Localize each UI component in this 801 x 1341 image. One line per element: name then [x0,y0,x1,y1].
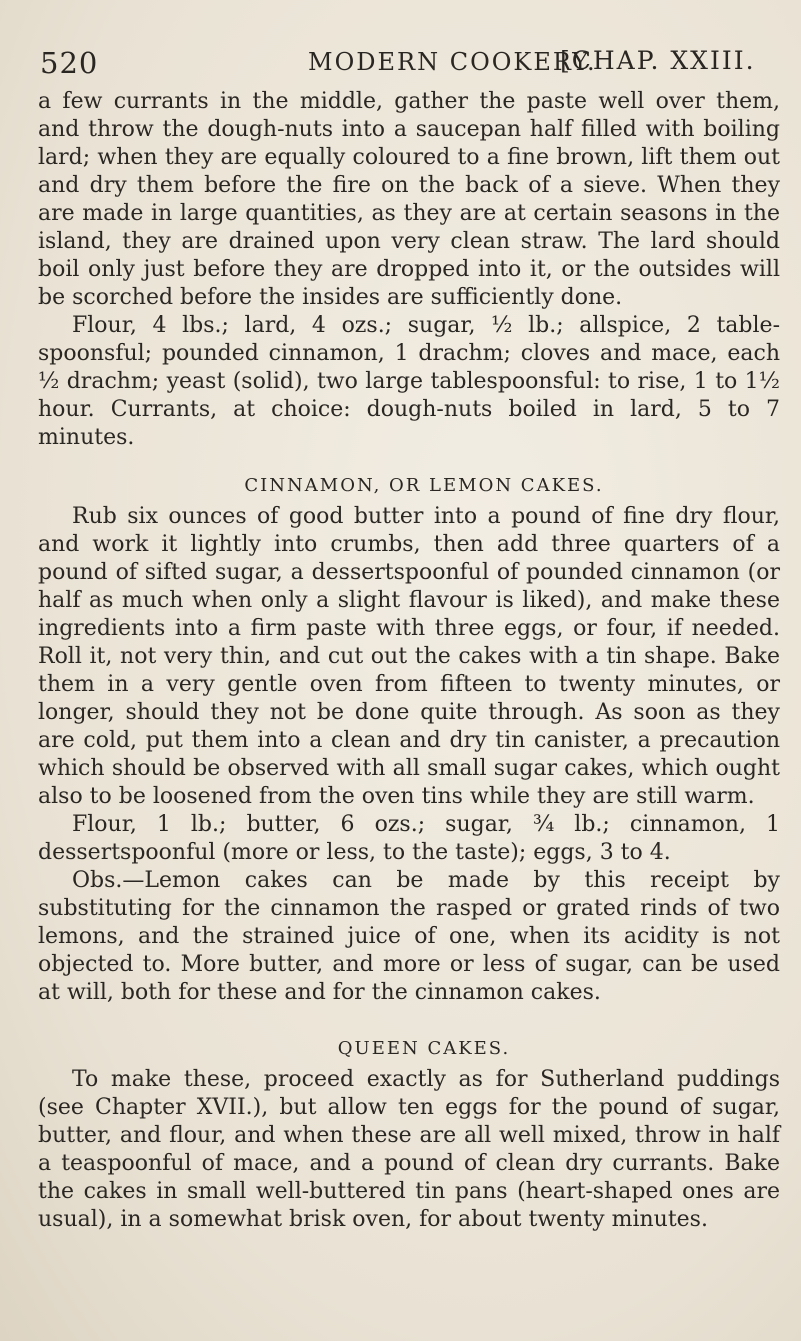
cinnamon-cakes-ingredients: Flour, 1 lb.; butter, 6 ozs.; sugar, ¾ lb.; cinnamon, 1 dessertspoonful (more or less, to the taste); eggs, 3 to 4. [38,812,780,865]
dough-nuts-ingredients: Flour, 4 lbs.; lard, 4 ozs.; sugar, ½ lb.; allspice, 2 table-spoonsful; pounded cinnamon, 1 drachm; cloves and mace, each ½ drachm; yeast (solid), two large tablespoonsful: to rise, 1 to 1½ hour. Currants, at choice: dough-nuts boiled in lard, 5 to 7 minutes. [38,313,780,450]
queen-cakes-heading: QUEEN CAKES. [337,1038,511,1059]
cinnamon-cakes-method: Rub six ounces of good butter into a pound of fine dry flour, and work it lightly into crumbs, then add three quarters of a pound of sifted sugar, a dessertspoonful of pounded cinnamon (or half as much when only a slight flavour is liked), and make these ingredients into a firm paste with three eggs, or four, if needed. Roll it, not very thin, and cut out the cakes with a tin shape. Bake them in a very gentle oven from fifteen to twenty minutes, or longer, should they not be done quite through. As soon as they are cold, put them into a clean and dry tin canister, a precaution which should be observed with all small sugar cakes, which ought also to be loosened from the oven tins while they are still warm. [38,504,780,809]
dough-nuts-paragraph: a few currants in the middle, gather the paste well over them, and throw the dough-nuts into a saucepan half filled with boiling lard; when they are equally coloured to a fine brown, lift them out and dry them before the fire on the back of a sieve. When they are made in large quantities, as they are at certain seasons in the island, they are drained upon very clean straw. The lard should boil only just before they are dropped into it, or the outsides will be scorched before the insides are sufficiently done. [38,89,780,310]
page-header [40,46,780,86]
queen-cakes-method: To make these, proceed exactly as for Sutherland puddings (see Chapter XVII.), but allow ten eggs for the pound of sugar, butter, and flour, and when these are all well mixed, throw in half a teaspoonful of mace, and a pound of clean dry currants. Bake the cakes in small well-buttered tin pans (heart-shaped ones are usual), in a somewhat brisk oven, for about twenty minutes. [38,1067,780,1232]
cinnamon-cakes-observation: Obs.—Lemon cakes can be made by this receipt by substituting for the cinnamon the rasped or grated rinds of two lemons, and the strained juice of one, when its acidity is not objected to. More butter, and more or less of sugar, can be used at will, both for these and for the cinnamon cakes. [38,868,780,1005]
chapter-label: [CHAP. XXIII. [560,46,756,75]
cinnamon-cakes-heading: CINNAMON, OR LEMON CAKES. [244,475,604,496]
page-body [38,88,780,1234]
page-number: 520 [40,46,99,80]
running-title: MODERN COOKERY. [308,48,597,76]
